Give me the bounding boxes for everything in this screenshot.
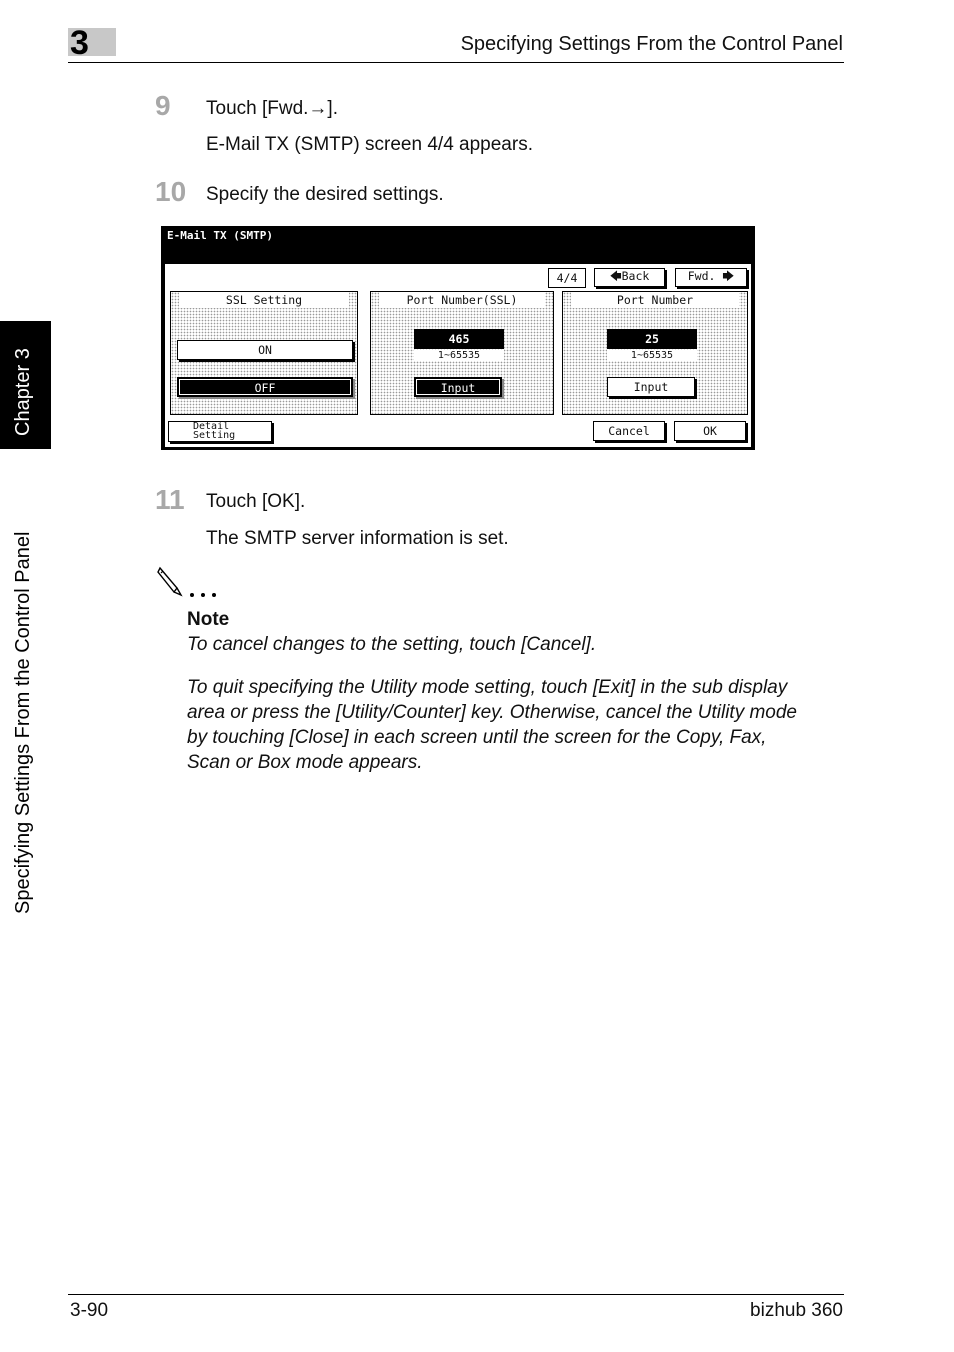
ok-button[interactable]: OK — [674, 421, 746, 441]
port-number-value: 25 — [607, 329, 697, 349]
step-11-result: The SMTP server information is set. — [206, 528, 509, 549]
back-label: Back — [621, 269, 650, 283]
back-button[interactable] — [594, 268, 665, 287]
step-9-instruction: Touch [Fwd.→]. — [206, 98, 338, 119]
note-line: area or press the [Utility/Counter] key. Otherwise, cancel the Utility mode — [187, 702, 798, 723]
product-name: bizhub 360 — [750, 1300, 843, 1321]
ssl-on-button[interactable]: ON — [177, 340, 353, 360]
port-number-ssl-input-button[interactable]: Input — [414, 377, 502, 397]
ssl-setting-panel — [170, 291, 358, 415]
ssl-off-button[interactable]: OFF — [177, 377, 353, 397]
page-indicator: 4/4 — [548, 268, 586, 288]
note-line: To quit specifying the Utility mode setting, touch [Exit] in the sub display — [187, 677, 788, 698]
port-number-ssl-panel — [370, 291, 554, 415]
email-tx-smtp-screen — [161, 226, 755, 450]
step-number-11: 11 — [155, 484, 185, 515]
arrow-left-icon: 🡄 — [609, 269, 622, 283]
port-number-ssl-range: 1~65535 — [414, 350, 504, 361]
screen-body — [164, 263, 752, 448]
step-number-9: 9 — [155, 90, 171, 121]
detail-setting-label-line2: Setting — [193, 430, 236, 441]
arrow-right-icon: 🡆 — [722, 269, 735, 283]
note-pencil-icon — [155, 564, 225, 602]
running-header-title: Specifying Settings From the Control Panel — [460, 33, 843, 55]
note-line: Scan or Box mode appears. — [187, 752, 423, 773]
step-number-10: 10 — [155, 176, 187, 207]
step-9-result: E-Mail TX (SMTP) screen 4/4 appears. — [206, 134, 533, 155]
header-rule — [68, 62, 844, 63]
forward-button[interactable] — [675, 268, 747, 287]
step-10-instruction: Specify the desired settings. — [206, 184, 444, 205]
step-11-instruction: Touch [OK]. — [206, 491, 306, 512]
ssl-setting-title: SSL Setting — [179, 292, 349, 308]
detail-setting-button[interactable] — [168, 421, 272, 442]
port-number-ssl-value: 465 — [414, 329, 504, 349]
port-number-input-button[interactable]: Input — [607, 377, 695, 397]
chapter-side-tab-label: Chapter 3 — [12, 348, 34, 436]
port-number-ssl-title: Port Number(SSL) — [379, 292, 545, 308]
cancel-button[interactable]: Cancel — [593, 421, 665, 441]
port-number-range: 1~65535 — [607, 350, 697, 361]
footer-rule — [68, 1294, 844, 1295]
section-side-label: Specifying Settings From the Control Panel — [12, 531, 34, 914]
port-number-title: Port Number — [571, 292, 739, 308]
chapter-number: 3 — [70, 24, 89, 62]
note-line: by touching [Close] in each screen until the screen for the Copy, Fax, — [187, 727, 767, 748]
note-paragraph-utility — [187, 675, 847, 775]
note-paragraph-cancel: To cancel changes to the setting, touch [Cancel]. — [187, 634, 597, 655]
port-number-panel — [562, 291, 748, 415]
detail-setting-label-line1: Detail — [193, 421, 230, 432]
screen-title: E-Mail TX (SMTP) — [167, 229, 273, 242]
note-title: Note — [187, 609, 230, 630]
forward-label: Fwd. — [687, 269, 716, 283]
page-number: 3-90 — [70, 1300, 109, 1321]
